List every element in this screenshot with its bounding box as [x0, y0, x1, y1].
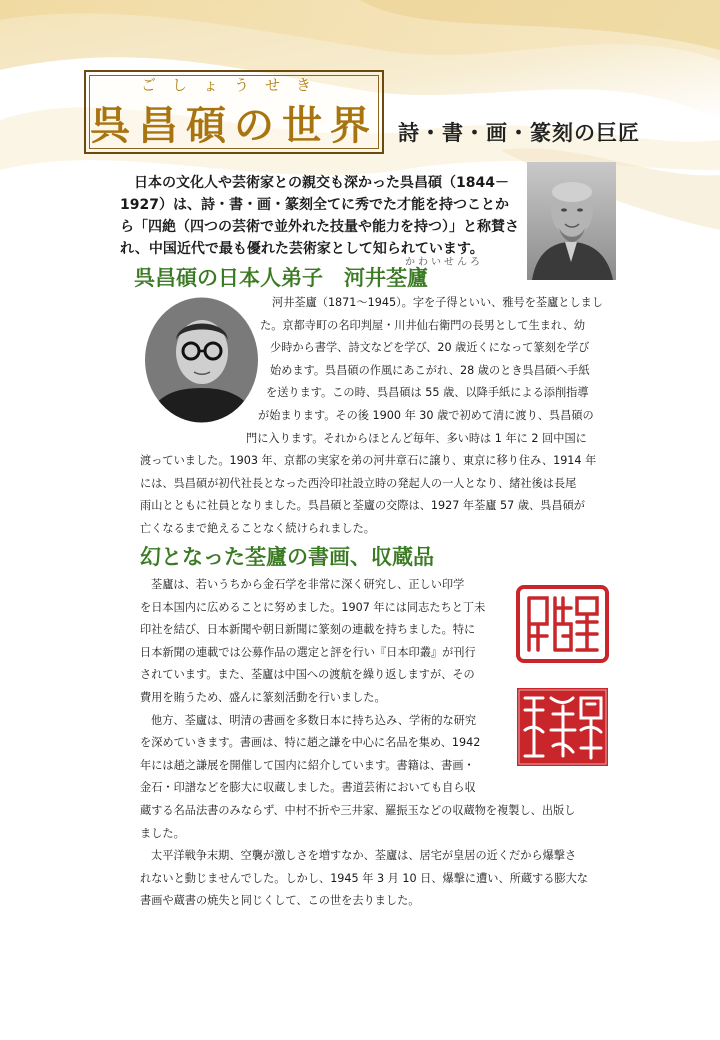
text-line: 太平洋戦争末期、空襲が激しさを増すなか、荃廬は、居宅が皇居の近くだから爆撃さ	[151, 849, 577, 863]
text-line: 門に入ります。それからほとんど毎年、多い時は 1 年に 2 回中国に	[246, 431, 587, 445]
text-line: 少時から書学、詩文などを学び、20 歳近くになって篆刻を学び	[270, 341, 590, 355]
page-subtitle: 詩・書・画・篆刻の巨匠	[398, 120, 640, 145]
text-line: れないと動じませんでした。しかし、1945 年 3 月 10 日、爆撃に遭い、所蔵する膨大な	[140, 871, 588, 885]
text-line: 亡くなるまで絶えることなく続けられました。	[140, 521, 375, 535]
text-line: 年には趙之謙展を開催して国内に紹介しています。書籍は、書画・	[140, 758, 475, 772]
text-line: 日本新聞の連載では公募作品の選定と評を行い『日本印叢』が刊行	[140, 645, 476, 659]
seal-stamp-red	[515, 584, 610, 664]
intro-line: 1927）は、詩・書・画・篆刻全てに秀でた才能を持つことか	[120, 197, 509, 213]
portrait-wu-changshuo	[527, 162, 616, 280]
section-body-disciple	[140, 292, 610, 541]
text-line: 金石・印譜などを膨大に収蔵しました。書道芸術においても自ら収	[140, 781, 476, 795]
text-line: 他方、荃廬は、明清の書画を多数日本に持ち込み、学術的な研究	[151, 713, 477, 727]
text-line: た。京都寺町の名印判屋・川井仙右衛門の長男として生まれ、幼	[260, 318, 586, 332]
text-line: が始まります。その後 1900 年 30 歳で初めて清に渡り、呉昌碩の	[258, 408, 594, 422]
section-heading-disciple: 呉昌碩の日本人弟子 河井荃廬	[134, 265, 428, 290]
seal-stamp-white	[515, 686, 610, 768]
text-line: 河井荃廬（1871～1945）。字を子得といい、雅号を荃廬としまし	[272, 296, 604, 309]
text-line: 蔵する名品法書のみならず、中村不折や三井家、羅振玉などの収蔵物を複製し、出版し	[140, 803, 576, 817]
intro-paragraph	[120, 172, 519, 260]
text-line: 印社を結び、日本新聞や朝日新聞に篆刻の連載を持ちました。特に	[140, 623, 476, 637]
page-title: 呉昌碩の世界	[90, 102, 378, 149]
intro-line: れ、中国近代で最も優れた芸術家として知られています。	[120, 241, 484, 257]
intro-line: 日本の文化人や芸術家との親交も深かった呉昌碩（1844－	[134, 175, 509, 191]
heading-ruby: かわいせんろ	[405, 257, 483, 268]
text-line: 費用を賄うため、盛んに篆刻活動を行いました。	[140, 690, 386, 704]
text-line: ました。	[140, 826, 185, 840]
text-line: を日本国内に広めることに努めました。1907 年には同志たちと丁未	[140, 600, 486, 614]
text-line: 荃廬は、若いうちから金石学を非常に深く研究し、正しい印学	[151, 578, 465, 591]
text-line: 書画や蔵書の焼失と同じくして、この世を去りました。	[140, 894, 420, 908]
text-line: 渡っていました。1903 年、京都の実家を弟の河井章石に譲り、東京に移り住み、1914 年	[140, 454, 597, 468]
title-ruby: ごしょうせき	[140, 76, 327, 94]
title-box	[84, 70, 384, 154]
text-line: を送ります。この時、呉昌碩は 55 歳、以降手紙による添削指導	[266, 386, 589, 400]
text-line: 雨山とともに社員となりました。呉昌碩と荃廬の交際は、1927 年荃廬 57 歳、呉昌碩が	[140, 499, 585, 513]
text-line: には、呉昌碩が初代社長となった西泠印社設立時の発起人の一人となり、緒社後は長尾	[140, 476, 577, 490]
intro-line: ら「四絶（四つの芸術で並外れた技量や能力を持つ）」と称賛さ	[120, 219, 519, 235]
text-line: を深めていきます。書画は、特に趙之謙を中心に名品を集め、1942	[140, 736, 481, 750]
section-heading-collection: 幻となった荃廬の書画、収蔵品	[140, 544, 434, 569]
text-line: されています。また、荃廬は中国への渡航を繰り返しますが、その	[140, 668, 475, 682]
text-line: 始めます。呉昌碩の作風にあこがれ、28 歳のとき呉昌碩へ手紙	[270, 363, 590, 377]
